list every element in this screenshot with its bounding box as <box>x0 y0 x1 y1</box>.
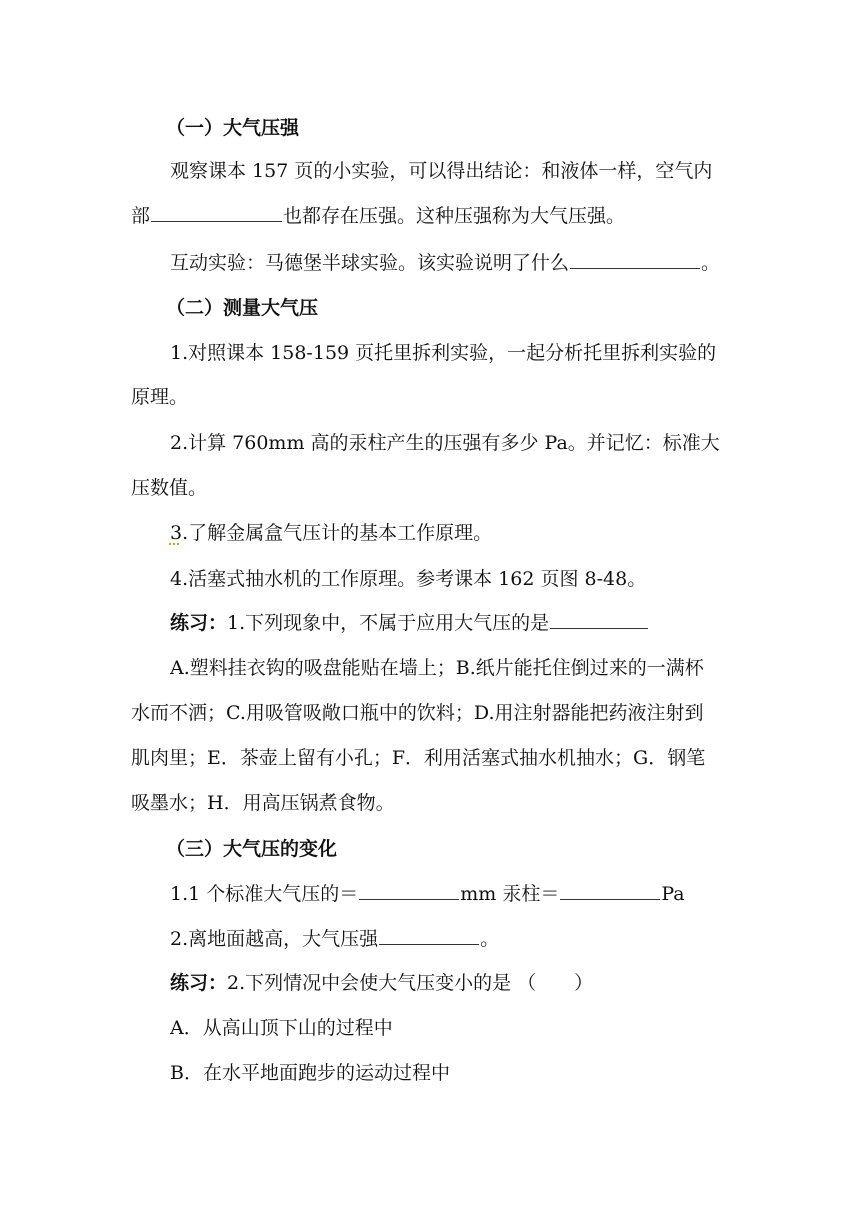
section3-item1-mid: mm 汞柱＝ <box>460 883 560 905</box>
section3-item1 <box>170 881 860 907</box>
exercise1-options-line1: A.塑料挂衣钩的吸盘能贴在墙上；B.纸片能托住倒过来的一满杯 <box>170 657 704 679</box>
section2-item2-line2: 压数值。 <box>131 477 208 499</box>
section2-title: （二）测量大气压 <box>166 297 319 319</box>
section2-item3: 3.了解金属盒气压计的基本工作原理。 <box>170 522 493 544</box>
exercise1 <box>170 610 860 636</box>
section3-item1-suffix: Pa <box>661 883 685 905</box>
exercise1-options-line3: 肌肉里；E．茶壶上留有小孔；F．利用活塞式抽水机抽水；G．钢笔 <box>131 747 706 769</box>
section1-title: （一）大气压强 <box>166 117 300 139</box>
fill-blank-3[interactable] <box>550 610 648 629</box>
section1-line3-prefix: 互动实验：马德堡半球实验。该实验说明了什么 <box>170 252 570 274</box>
section3-item1-prefix: 1.1 个标准大气压的＝ <box>170 883 359 905</box>
section1-line1: 观察课本 157 页的小实验，可以得出结论：和液体一样，空气内 <box>170 160 713 182</box>
section2-item1-line2: 原理。 <box>131 386 189 408</box>
exercise2-text: 2.下列情况中会使大气压变小的是 （ ） <box>227 972 594 994</box>
exercise1-label: 练习： <box>170 612 228 634</box>
fill-blank-4[interactable] <box>359 881 459 900</box>
fill-blank-5[interactable] <box>560 881 660 900</box>
exercise2-option-b: B．在水平地面跑步的运动过程中 <box>170 1062 450 1084</box>
section2-item1-line1: 1.对照课本 158-159 页托里拆利实验，一起分析托里拆利实验的 <box>170 342 717 364</box>
exercise2 <box>170 970 860 996</box>
exercise2-label: 练习： <box>170 972 228 994</box>
exercise2-option-a: A．从高山顶下山的过程中 <box>170 1017 393 1039</box>
section3-title: （三）大气压的变化 <box>166 838 338 860</box>
fill-blank-6[interactable] <box>379 926 479 945</box>
section1-line3-suffix: 。 <box>701 252 721 274</box>
exercise1-options-line4: 吸墨水；H．用高压锅煮食物。 <box>131 792 395 814</box>
section1-line3 <box>170 250 860 276</box>
section1-line2-suffix: 也都存在压强。这种压强称为大气压强。 <box>283 205 626 227</box>
fill-blank-2[interactable] <box>570 250 700 269</box>
exercise1-text: 1.下列现象中，不属于应用大气压的是 <box>227 612 550 634</box>
fill-blank-1[interactable] <box>151 203 282 222</box>
section1-line2-prefix: 部 <box>131 205 151 227</box>
section3-item2 <box>170 926 860 952</box>
exercise1-options-line2: 水而不洒；C.用吸管吸敞口瓶中的饮料；D.用注射器能把药液注射到 <box>131 702 704 724</box>
section2-item2-line1: 2.计算 760mm 高的汞柱产生的压强有多少 Pa。并记忆：标准大 <box>170 432 720 454</box>
section1-line2 <box>131 203 860 229</box>
section3-item2-prefix: 2.离地面越高，大气压强 <box>170 928 379 950</box>
section3-item2-suffix: 。 <box>480 928 500 950</box>
section2-item4: 4.活塞式抽水机的工作原理。参考课本 162 页图 8-48。 <box>170 568 647 590</box>
